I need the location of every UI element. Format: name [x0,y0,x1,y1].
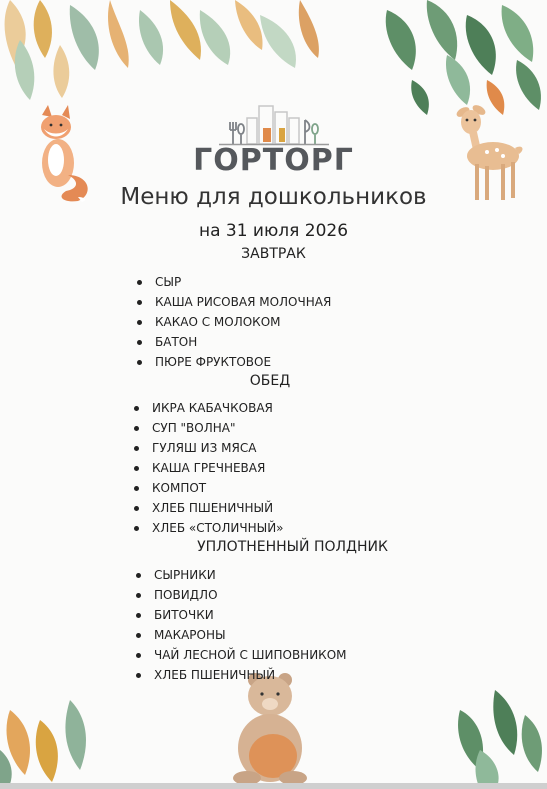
logo-buildings-cutlery-icon [219,104,329,146]
breakfast-list [137,272,331,372]
list-item: МАКАРОНЫ [136,625,347,645]
list-item: КАША ГРЕЧНЕВАЯ [134,458,284,478]
section-title-afternoon-snack: УПЛОТНЕННЫЙ ПОЛДНИК [197,539,388,555]
afternoon-snack-list [136,565,347,685]
list-item: СЫР [137,272,331,292]
leaves-bottom-right-decoration [440,680,547,789]
page-title: Меню для дошкольников [120,184,427,210]
page-bottom-border [0,783,547,789]
list-item: ХЛЕБ ПШЕНИЧНЫЙ [134,498,284,518]
list-item: СУП "ВОЛНА" [134,418,284,438]
list-item: ХЛЕБ «СТОЛИЧНЫЙ» [134,518,284,538]
list-item: ГУЛЯШ ИЗ МЯСА [134,438,284,458]
list-item: ПОВИДЛО [136,585,347,605]
lunch-list [134,398,284,538]
list-item: КАКАО С МОЛОКОМ [137,312,331,332]
leaves-bottom-left-decoration [0,690,110,789]
section-title-lunch: ОБЕД [249,373,291,389]
brand-name: ГОРТОРГ [193,143,354,178]
list-item: ЧАЙ ЛЕСНОЙ С ШИПОВНИКОМ [136,645,347,665]
list-item: КАША РИСОВАЯ МОЛОЧНАЯ [137,292,331,312]
list-item: КОМПОТ [134,478,284,498]
list-item: ПЮРЕ ФРУКТОВОЕ [137,352,331,372]
list-item: ИКРА КАБАЧКОВАЯ [134,398,284,418]
menu-date: на 31 июля 2026 [198,221,349,241]
list-item: ХЛЕБ ПШЕНИЧНЫЙ [136,665,347,685]
list-item: БИТОЧКИ [136,605,347,625]
bear-illustration [225,668,315,788]
section-title-breakfast: ЗАВТРАК [241,246,306,262]
list-item: СЫРНИКИ [136,565,347,585]
list-item: БАТОН [137,332,331,352]
brand-logo [0,104,547,178]
